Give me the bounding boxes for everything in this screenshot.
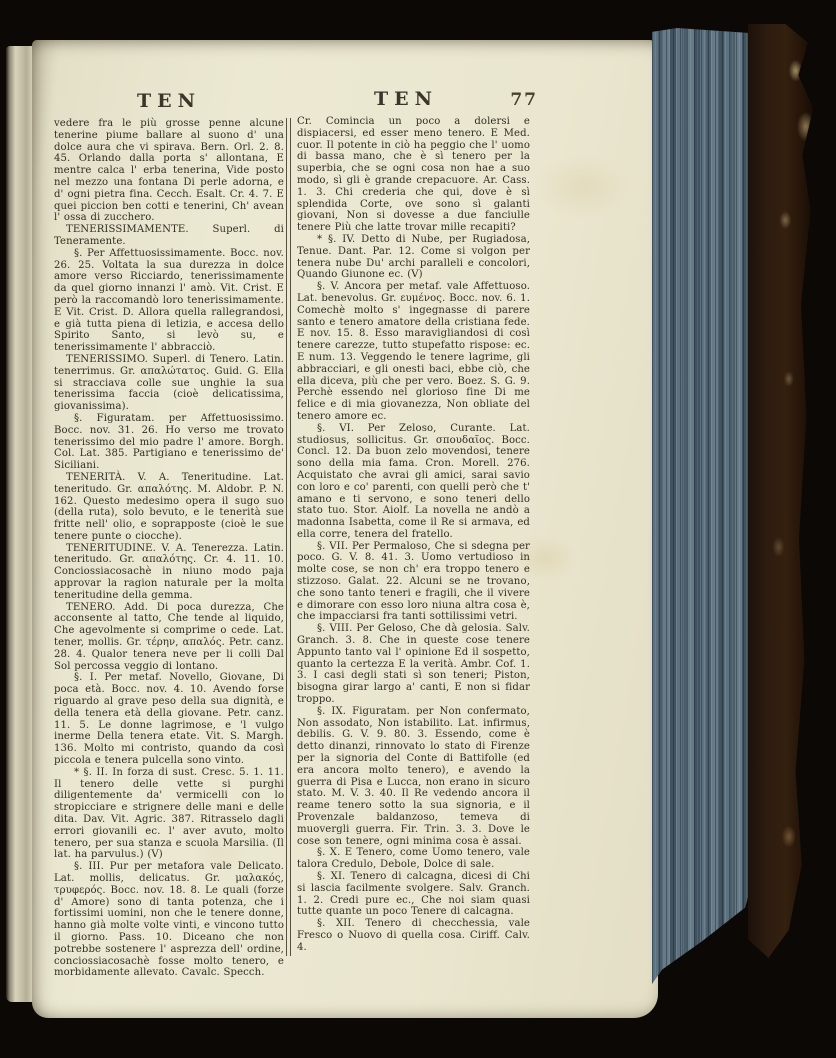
paragraph: §. VI. Per Zeloso, Curante. Lat. studiosus, sollicitus. Gr. σπουδαῖος. Bocc. Concl. 12. Da buon zelo movendosi, tenere sono della mia fama. Cron. Morell. 276. Acquistato che avrai gli amici, sarai savio con loro e co' parenti, con quelli però che t' amano e ti servono, e sono teneri dello stato tuo. Stor. Aiolf. La novella ne andò a madonna Isabetta, come il Re si armava, ed ella corre, tenera del fratello. (297, 422, 530, 540)
column-right (297, 116, 530, 954)
paragraph: Cr. Comincia un poco a dolersi e dispiacersi, ed esser meno tenero. E Med. cuor. Il potente in ciò ha peggio che l' uomo di bassa mano, che è sì tenero per la superbia, che se ogni cosa non hae a suo modo, sì gli è grande crepacuore. Ar. Cass. 1. 3. Chi crederia che qui, dove è sì splendida Corte, ove sono sì galanti giovani, Non si dovesse a due fanciulle tenere Più che latte trovar mille recapiti? (297, 116, 530, 234)
paragraph: §. I. Per metaf. Novello, Giovane, Di poca età. Bocc. nov. 4. 10. Avendo forse riguardo al grave peso della sua dignità, e della tenera età della giovane. Petr. canz. 11. 5. Le donne lagrimose, e 'l vulgo inerme Della tenera etate. Vit. S. Margh. 136. Molto mi contristo, quando da così piccola e tenera pulcella sono vinto. (54, 672, 284, 767)
paragraph: §. X. E Tenero, come Uomo tenero, vale talora Credulo, Debole, Dolce di sale. (297, 847, 530, 871)
paragraph: TENERITÀ. V. A. Teneritudine. Lat. teneritudo. Gr. απαλότης. M. Aldobr. P. N. 162. Questo medesimo opera il sugo suo (della ruta), solo bevuto, e le tenerità sue fritte nell' olio, e soprapposte (cioè le sue tenere punte o ciocche). (54, 471, 284, 542)
paragraph: * §. II. In forza di sust. Cresc. 5. 1. 11. Il tenero delle vette si purghi diligentemente da' vermicelli con lo stropicciare e strignere delle mani e delle dita. Dav. Vit. Agric. 387. Ritrasselo dagli errori giovanili ec. l' aver avuto, molto tenero, per sua stanza e scuola Marsilia. (Il lat. ha parvulus.) (V) (54, 766, 284, 861)
paragraph: §. VII. Per Permaloso, Che si sdegna per poco. G. V. 8. 41. 3. Uomo vertudioso in molte cose, se non ch' era troppo tenero e stizzoso. Galat. 22. Alcuni se ne trovano, che sono tanto teneri e fragili, che il vivere e dimorare con esso loro niuna altra cosa è, che impacciarsi fra tanti sottilissimi vetri. (297, 540, 530, 623)
paragraph: §. IX. Figuratam. per Non confermato, Non assodato, Non istabilito. Lat. infirmus, debilis. G. V. 9. 80. 3. Essendo, come è detto dinanzi, rinnovato lo stato di Firenze per la signoria del Conte di Battifolle (ed era ancora molto tenero), e avendo la guerra di Pisa e Lucca, non erano in sicuro stato. M. V. 3. 40. Il Re vedendo ancora il reame tenero sotto la sua signoria, e il Provenzale baldanzoso, temeva di muovergli guerra. Fir. Trin. 3. 3. Dove le cose son tenere, ogni minima cosa è assai. (297, 705, 530, 847)
paragraph: §. V. Ancora per metaf. vale Affettuoso. Lat. benevolus. Gr. ευμένος. Bocc. nov. 6. 1. Comechè molto s' ingegnasse di parere santo e tenero amatore della cristiana fede. E nov. 15. 8. Esso maravigliandosi di così tenere carezze, tutto stupefatto rispose: ec. E num. 13. Veggendo le tenere lagrime, gli abbracciari, e gli onesti baci, ebbe ciò, che ella diceva, più che per vero. Boez. S. G. 9. Perchè essendo nel glorioso fine Di me felice e di mia giovanezza, Non obliate del tenero amore ec. (297, 281, 530, 422)
paragraph: §. Figuratam. per Affettuosissimo. Bocc. nov. 31. 26. Ho verso me trovato tenerissimo del mio padre l' amore. Borgh. Col. Lat. 385. Partigiano e tenerissimo de' Siciliani. (54, 412, 284, 472)
column-left (54, 118, 284, 979)
page-number: 77 (510, 90, 538, 110)
column-divider-rule (286, 118, 291, 956)
book-cover-edge (748, 24, 816, 958)
paragraph: * §. IV. Detto di Nube, per Rugiadosa, Tenue. Dant. Par. 12. Come si volgon per tenera nube Du' archi paralleli e concolori, Quando Giunone ec. (V) (297, 233, 530, 281)
paragraph: TENERITUDINE. V. A. Tenerezza. Latin. teneritudo. Gr. απαλότης. Cr. 4. 11. 10. Conciossiacosachè in niuno modo paja approvar la ragion naturale per la molta teneritudine della gemma. (54, 542, 284, 601)
paragraph: §. Per Affettuosissimamente. Bocc. nov. 26. 25. Voltata la sua durezza in dolce amore verso Ricciardo, tenerissimamente da quel giorno innanzi l' amò. Vit. Crist. E però la raccomandò loro tenerissimamente. E Vit. Crist. D. Allora quella rallegrandosi, e già tutta piena di letizia, e accesa dello Spirito Santo, si levò su, e tenerissimamente l' abbracciò. (54, 247, 284, 354)
running-head-right: TEN (374, 88, 438, 110)
previous-page-edge (6, 46, 32, 1002)
paragraph: §. XII. Tenero di checchessia, vale Fresco o Nuovo di quella cosa. Ciriff. Calv. 4. (297, 918, 530, 953)
paragraph: TENERO. Add. Di poca durezza, Che acconsente al tatto, Che tende al liquido, Che agevolmente si comprime o cede. Lat. tener, mollis. Gr. τέρην, απαλός. Petr. canz. 28. 4. Qualor tenera neve per li colli Dal Sol percossa veggio di lontano. (54, 601, 284, 672)
paragraph: §. XI. Tenero di calcagna, dicesi di Chi si lascia facilmente svolgere. Salv. Granch. 1. 2. Credi pure ec., Che noi siam quasi tutte quante un poco Tenere di calcagna. (297, 871, 530, 918)
running-head-left: TEN (137, 90, 201, 112)
paragraph: TENERISSIMO. Superl. di Tenero. Latin. tenerrimus. Gr. απαλώτατος. Guid. G. Ella si stracciava colle sue unghie la sua tenerissima faccia (cioè delicatissima, giovanissima). (54, 353, 284, 413)
paragraph: §. III. Pur per metafora vale Delicato. Lat. mollis, delicatus. Gr. μαλακός, τρυφερός. Bocc. nov. 18. 8. Le quali (forze d' Amore) sono di tanta potenza, che i fortissimi uomini, non che le tenere donne, hanno già molte volte vinti, e vincono tutto il giorno. Pass. 10. Diceano che non potrebbe sostenere l' asprezza dell' ordine, conciossiacosachè fosse molto tenero, e morbidamente allevato. Cavalc. Specch. (54, 861, 284, 979)
paragraph: TENERISSIMAMENTE. Superl. di Teneramente. (54, 224, 284, 247)
paragraph: vedere fra le più grosse penne alcune tenerine piume ballare al suono d' una dolce aura che vi spirava. Bern. Orl. 2. 8. 45. Orlando dalla porta s' allontana, E mentre calca l' erba tenerina, Vide posto nel mezzo una fontana Di perle adorna, e d' ogni pietra fina. Cecch. Esalt. Cr. 4. 7. E quei piccion ben cotti e tenerini, Ch' avean l' ossa di zucchero. (54, 118, 284, 224)
page-surface (32, 40, 658, 1018)
paragraph: §. VIII. Per Geloso, Che dà gelosia. Salv. Granch. 3. 8. Che in queste cose tenere Appunto tanto val l' opinione Ed il sospetto, quanto la certezza E la verità. Ambr. Cof. 1. 3. I casi degli stati sì son teneri; Piston, bisogna girar largo a' canti, E non si fidar troppo. (297, 623, 530, 706)
